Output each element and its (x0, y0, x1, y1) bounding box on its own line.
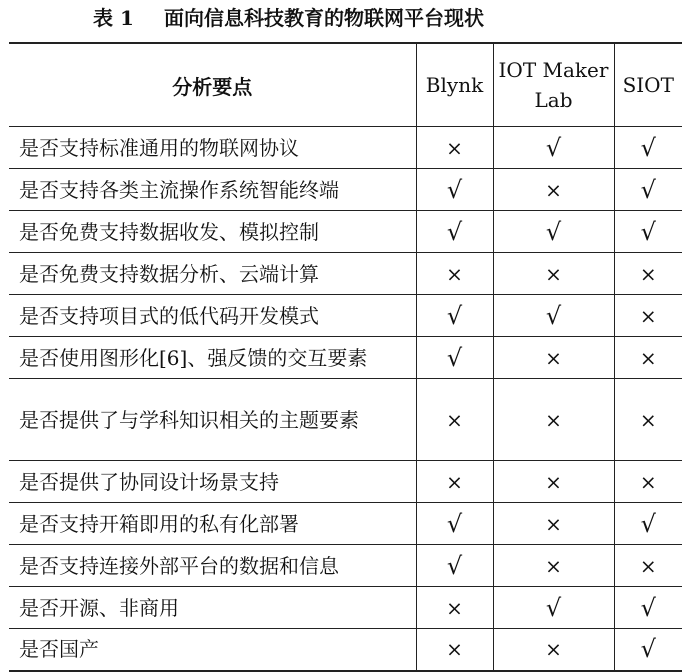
blynk-cell: × (416, 587, 493, 629)
blynk-cell: √ (416, 545, 493, 587)
table-row (9, 379, 682, 461)
blynk-cell: √ (416, 169, 493, 211)
requirement-cell: 是否支持连接外部平台的数据和信息 (9, 545, 416, 587)
table-row (9, 545, 682, 587)
blynk-cell: √ (416, 295, 493, 337)
platform-comparison-table (9, 42, 682, 672)
iot-maker-lab-cell: × (493, 545, 614, 587)
table-caption: 面向信息科技教育的物联网平台现状 (164, 6, 484, 30)
siot-cell: × (614, 461, 682, 503)
requirement-cell: 是否支持各类主流操作系统智能终端 (9, 169, 416, 211)
blynk-cell: × (416, 127, 493, 169)
siot-cell: √ (614, 169, 682, 211)
header-siot: SIOT (614, 43, 682, 127)
requirement-cell: 是否提供了与学科知识相关的主题要素 (9, 379, 416, 461)
table-row (9, 587, 682, 629)
table-row (9, 211, 682, 253)
siot-cell: √ (614, 587, 682, 629)
siot-cell: √ (614, 629, 682, 671)
header-blynk: Blynk (416, 43, 493, 127)
table-row (9, 337, 682, 379)
siot-cell: × (614, 379, 682, 461)
siot-cell: √ (614, 503, 682, 545)
iot-maker-lab-cell: × (493, 503, 614, 545)
table-row (9, 295, 682, 337)
requirement-cell: 是否支持开箱即用的私有化部署 (9, 503, 416, 545)
blynk-cell: √ (416, 211, 493, 253)
table-row (9, 629, 682, 671)
table-row (9, 503, 682, 545)
requirement-cell: 是否支持项目式的低代码开发模式 (9, 295, 416, 337)
iot-maker-lab-cell: × (493, 253, 614, 295)
table-body (9, 127, 682, 671)
requirement-cell: 是否免费支持数据分析、云端计算 (9, 253, 416, 295)
siot-cell: √ (614, 127, 682, 169)
requirement-cell: 是否使用图形化[6]、强反馈的交互要素 (9, 337, 416, 379)
iot-maker-lab-cell: × (493, 629, 614, 671)
blynk-cell: × (416, 253, 493, 295)
iot-maker-lab-cell: × (493, 379, 614, 461)
siot-cell: √ (614, 211, 682, 253)
requirement-cell: 是否提供了协同设计场景支持 (9, 461, 416, 503)
table-row (9, 461, 682, 503)
blynk-cell: × (416, 379, 493, 461)
requirement-cell: 是否开源、非商用 (9, 587, 416, 629)
table-title (0, 0, 700, 36)
blynk-cell: √ (416, 503, 493, 545)
iot-maker-lab-cell: √ (493, 295, 614, 337)
siot-cell: × (614, 337, 682, 379)
table-row (9, 169, 682, 211)
iot-maker-lab-cell: × (493, 169, 614, 211)
blynk-cell: √ (416, 337, 493, 379)
blynk-cell: × (416, 629, 493, 671)
siot-cell: × (614, 545, 682, 587)
iot-maker-lab-cell: × (493, 337, 614, 379)
table-row (9, 253, 682, 295)
header-iot-maker-lab: IOT Maker Lab (493, 43, 614, 127)
blynk-cell: × (416, 461, 493, 503)
iot-maker-lab-cell: √ (493, 211, 614, 253)
requirement-cell: 是否国产 (9, 629, 416, 671)
siot-cell: × (614, 253, 682, 295)
table-row (9, 127, 682, 169)
header-requirement: 分析要点 (9, 43, 416, 127)
requirement-cell: 是否免费支持数据收发、模拟控制 (9, 211, 416, 253)
iot-maker-lab-cell: × (493, 461, 614, 503)
iot-maker-lab-cell: √ (493, 127, 614, 169)
iot-maker-lab-cell: √ (493, 587, 614, 629)
requirement-cell: 是否支持标准通用的物联网协议 (9, 127, 416, 169)
siot-cell: × (614, 295, 682, 337)
table-number: 表 1 (93, 6, 134, 30)
